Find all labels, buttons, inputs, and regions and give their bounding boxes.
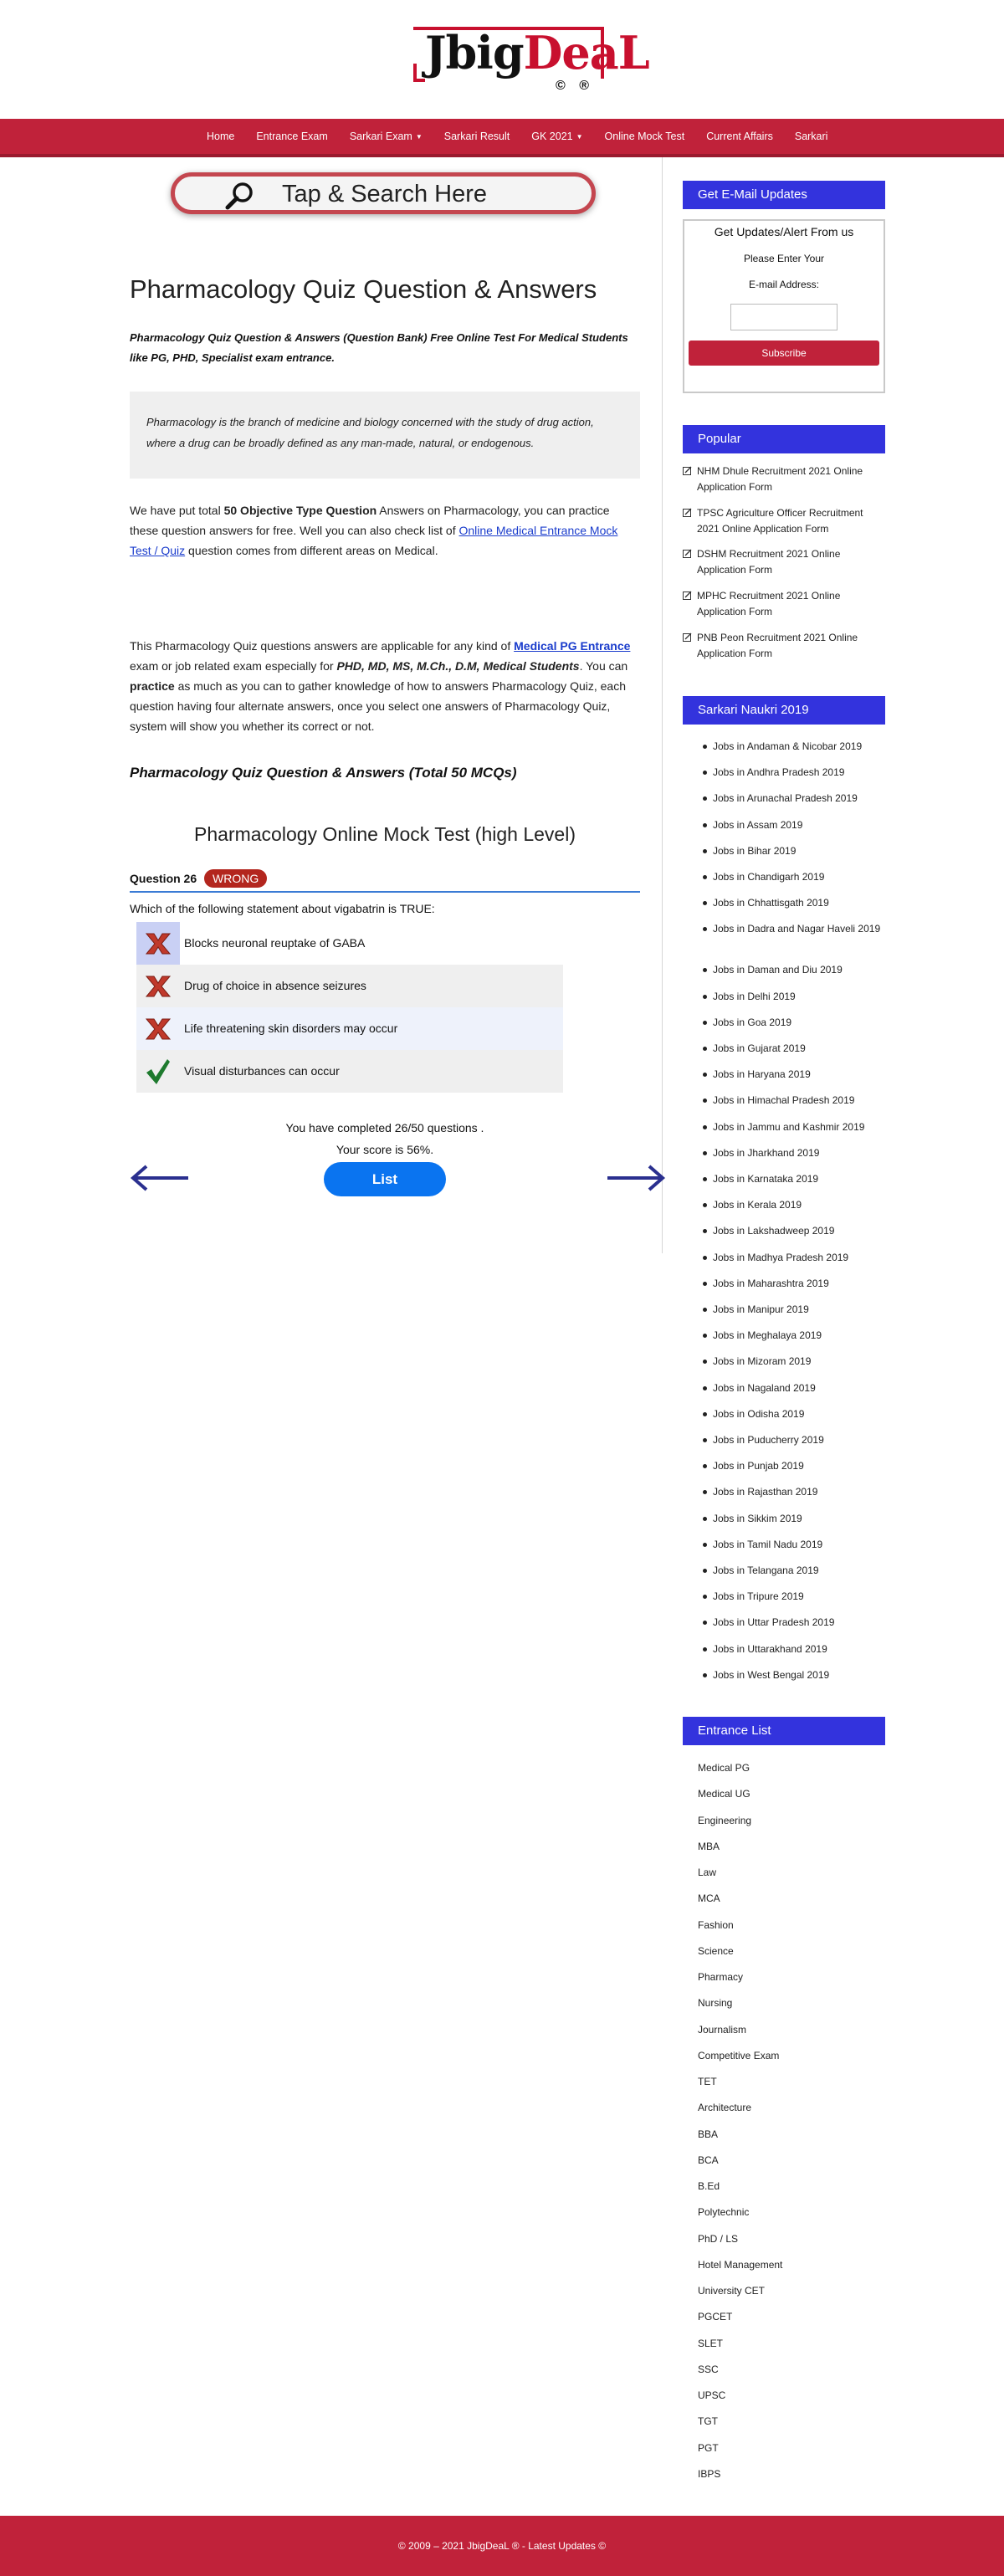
sarkari-naukri-item-label: Jobs in Andaman & Nicobar 2019 [713,740,863,752]
popular-item-label: PNB Peon Recruitment 2021 Online Application Form [697,632,858,659]
bullet-icon [703,1308,707,1312]
nav-item-label: Online Mock Test [604,131,685,142]
entrance-list-item[interactable]: SSC [698,2363,719,2375]
edit-icon [683,466,692,475]
popular-item[interactable] [683,463,885,495]
entrance-list-item[interactable]: Journalism [698,2023,747,2036]
checkmark-icon [136,1050,180,1093]
wrong-icon [136,1007,180,1050]
bullet-icon [703,968,707,972]
answer-status-badge: WRONG [204,869,267,888]
nav-item-gk-2021[interactable] [531,131,582,142]
sarkari-naukri-item-label: Jobs in Arunachal Pradesh 2019 [713,792,858,805]
sarkari-naukri-item[interactable] [689,1067,890,1083]
nav-item-label: Home [207,131,235,142]
entrance-list-item[interactable]: TET [698,2076,717,2087]
sarkari-naukri-item[interactable] [689,1458,890,1474]
sarkari-naukri-item[interactable] [689,1276,890,1292]
entrance-list-item[interactable]: SLET [698,2337,724,2349]
sarkari-naukri-item[interactable] [689,1537,890,1553]
entrance-list-heading: Entrance List [683,1717,885,1745]
option-label: Drug of choice in absence seizures [184,979,366,992]
bullet-icon [703,1490,707,1494]
bullet-icon [703,1021,707,1025]
nav-item-label: Sarkari Exam [349,131,412,142]
sarkari-naukri-item-label: Jobs in Himachal Pradesh 2019 [713,1094,855,1107]
sarkari-naukri-item-label: Jobs in Rajasthan 2019 [713,1486,818,1498]
nav-item-sarkari[interactable] [795,131,828,142]
sarkari-naukri-item-label: Jobs in Odisha 2019 [713,1407,805,1420]
edit-icon [683,508,692,517]
bullet-icon [703,823,707,827]
sarkari-naukri-item[interactable] [689,1015,890,1031]
popular-item[interactable] [683,546,885,578]
medical-pg-link[interactable]: Medical PG Entrance [514,639,631,653]
logo-frame-corner [413,64,425,82]
sarkari-naukri-item-label: Jobs in Jammu and Kashmir 2019 [713,1120,865,1133]
progress-text: You have completed 26/50 questions . [285,1121,484,1134]
nav-item-label: Current Affairs [706,131,773,142]
entrance-list-item[interactable]: UPSC [698,2389,726,2401]
entrance-list-item[interactable]: MCA [698,1892,720,1905]
sarkari-naukri-item-label: Jobs in Chandigarh 2019 [713,871,825,883]
entrance-list-item[interactable]: Medical UG [698,1788,750,1800]
sarkari-naukri-item[interactable] [689,1563,890,1579]
edit-icon [683,549,692,558]
question-number: Question 26 [130,872,197,885]
popular-item-label: NHM Dhule Recruitment 2021 Online Application Form [697,465,863,493]
sarkari-naukri-item[interactable] [689,1511,890,1527]
popular-heading: Popular [683,425,885,453]
sarkari-naukri-item[interactable] [689,791,890,807]
mock-test-link[interactable]: Online Medical Entrance Mock Test / Quiz [130,524,618,557]
sarkari-naukri-item-label: Jobs in Puducherry 2019 [713,1434,824,1446]
sarkari-naukri-item-label: Jobs in Uttarakhand 2019 [713,1642,827,1655]
sarkari-naukri-item-label: Jobs in Delhi 2019 [713,990,796,1002]
sarkari-naukri-item[interactable] [689,962,890,978]
option-label: Visual disturbances can occur [184,1064,340,1078]
sarkari-naukri-item-label: Jobs in Manipur 2019 [713,1303,809,1315]
site-header [0,0,1004,119]
sarkari-naukri-item[interactable] [689,1328,890,1344]
sarkari-naukri-item[interactable] [689,1171,890,1187]
search-label: Tap & Search Here [282,181,488,207]
sarkari-naukri-item-label: Jobs in Punjab 2019 [713,1460,804,1472]
entrance-list-item[interactable]: Pharmacy [698,1971,744,1983]
site-footer: © 2009 – 2021 JbigDeaL ® - Latest Updates © [0,2516,1004,2576]
entrance-list-item[interactable]: Polytechnic [698,2206,750,2219]
sarkari-naukri-item-label: Jobs in Daman and Diu 2019 [713,964,843,976]
list-button[interactable]: List [324,1162,446,1196]
entrance-list-item[interactable]: BBA [698,2128,719,2140]
email-box-line-2: E-mail Address: [748,279,820,290]
bullet-icon [703,1256,707,1260]
sarkari-naukri-item-label: Jobs in Lakshadweep 2019 [713,1225,835,1237]
bullet-icon [703,1543,707,1547]
bullet-icon [703,1047,707,1051]
sarkari-naukri-item-label: Jobs in Uttar Pradesh 2019 [713,1616,835,1629]
bullet-icon [703,1673,707,1677]
logo-text: JbigDeaL [425,26,649,79]
caret-down-icon: ▼ [576,133,583,141]
bullet-icon [703,745,707,749]
nav-item-sarkari-result[interactable] [444,131,510,142]
description-paragraph-2: This Pharmacology Quiz questions answers are applicable for any kind of Medical PG Entrance exam or job related exam especially for PHD, MD, MS, M.Ch., D.M, Medical Students. You can practice as much as you can to gather knowledge of how to answers Pharmacology Quiz, each question having four alternate answers, once you select one answers of Pharmacology Quiz, system will show you whether its correct or not. [130,639,631,733]
email-subscribe-box [683,219,885,393]
sarkari-naukri-item[interactable] [689,843,890,859]
bullet-icon [703,796,707,801]
sarkari-naukri-item-label: Jobs in Bihar 2019 [713,844,797,857]
nav-item-entrance-exam[interactable] [256,131,327,142]
popular-item[interactable] [683,505,885,537]
bullet-icon [703,901,707,905]
main-navbar [0,119,1004,157]
entrance-list-item[interactable]: PGT [698,2441,719,2454]
bullet-icon [703,1203,707,1207]
sarkari-naukri-item[interactable] [689,1041,890,1057]
entrance-list-item[interactable]: Science [698,1944,734,1957]
sarkari-naukri-heading: Sarkari Naukri 2019 [683,696,885,725]
sarkari-naukri-item[interactable] [689,1093,890,1109]
section-heading: Pharmacology Quiz Question & Answers (Total 50 MCQs) [130,765,517,781]
entrance-list-item[interactable]: Law [698,1867,717,1878]
edit-icon [683,591,692,600]
previous-arrow-icon[interactable] [130,1165,190,1191]
sarkari-naukri-item-label: Jobs in Meghalaya 2019 [713,1329,822,1342]
wrong-icon [136,965,180,1007]
popular-item-label: TPSC Agriculture Officer Recruitment 2021 Online Application Form [697,507,863,535]
sarkari-naukri-item-label: Jobs in Jharkhand 2019 [713,1146,820,1159]
bullet-icon [703,1125,707,1129]
bullet-icon [703,1151,707,1155]
sarkari-naukri-item-label: Jobs in Tripure 2019 [713,1590,804,1603]
caret-down-icon: ▼ [415,133,423,141]
entrance-list-item[interactable]: Medical PG [698,1762,750,1774]
bullet-icon [703,875,707,879]
entrance-list-item[interactable]: MBA [698,1840,720,1852]
entrance-list-item[interactable]: Engineering [698,1814,752,1826]
popular-item[interactable] [683,630,885,662]
answer-option-1[interactable] [136,922,563,965]
quiz-title: Pharmacology Online Mock Test (high Level) [194,823,576,845]
sarkari-naukri-item[interactable] [689,1380,890,1396]
option-label: Life threatening skin disorders may occur [184,1022,398,1035]
entrance-list-item[interactable]: IBPS [698,2467,721,2480]
bullet-icon [703,1517,707,1521]
sarkari-naukri-item[interactable] [689,1589,890,1605]
sarkari-naukri-item[interactable] [689,921,890,937]
email-box-line-1: Please Enter Your [743,253,825,264]
nav-item-online-mock-test[interactable] [605,131,685,142]
sarkari-naukri-item-label: Jobs in Sikkim 2019 [713,1512,802,1524]
bullet-icon [703,1177,707,1181]
subscribe-button[interactable]: Subscribe [689,341,879,366]
sarkari-naukri-item[interactable] [689,869,890,885]
sarkari-naukri-item-label: Jobs in Kerala 2019 [713,1199,802,1211]
search-icon [225,181,255,211]
nav-item-current-affairs[interactable] [706,131,773,142]
sarkari-naukri-item[interactable] [689,739,890,755]
edit-icon [683,632,692,642]
bullet-icon [703,1647,707,1652]
bullet-icon [703,1438,707,1442]
sarkari-naukri-item[interactable] [689,1145,890,1161]
nav-item-label: GK 2021 [531,131,573,142]
sarkari-naukri-item[interactable] [689,1667,890,1683]
sarkari-naukri-item[interactable] [689,1119,890,1135]
entrance-list-item[interactable]: BCA [698,2153,719,2166]
sarkari-naukri-item-label: Jobs in Madhya Pradesh 2019 [713,1251,849,1263]
bullet-icon [703,1334,707,1338]
bullet-icon [703,1386,707,1390]
sarkari-naukri-item-label: Jobs in Gujarat 2019 [713,1042,806,1054]
question-header [130,868,640,893]
sarkari-naukri-item-label: Jobs in Chhattisgath 2019 [713,897,829,909]
sarkari-naukri-item[interactable] [689,1432,890,1448]
answer-option-4[interactable] [136,1050,563,1093]
sarkari-naukri-item[interactable] [689,1354,890,1370]
question-text: Which of the following statement about vigabatrin is TRUE: [130,902,435,915]
nav-item-label: Sarkari Result [443,131,510,142]
definition-quote: Pharmacology is the branch of medicine and biology concerned with the study of drug action, where a drug can be broadly defined as any man-made, natural, or endogenous. [130,392,640,479]
bullet-icon [703,1621,707,1625]
entrance-list-item[interactable]: TGT [698,2415,718,2428]
bullet-icon [703,1595,707,1599]
bullet-icon [703,995,707,999]
entrance-list-item[interactable]: PGCET [698,2311,733,2323]
bullet-icon [703,1569,707,1573]
entrance-list-item[interactable]: Nursing [698,1997,733,2010]
bullet-icon [703,927,707,931]
logo-marks: © ® [556,79,595,93]
sarkari-naukri-item-label: Jobs in Assam 2019 [713,818,803,831]
email-updates-heading: Get E-Mail Updates [683,181,885,209]
popular-item[interactable] [683,588,885,620]
option-label: Blocks neuronal reuptake of GABA [184,936,366,950]
entrance-list-item[interactable]: Competitive Exam [698,2049,780,2061]
page-title: Pharmacology Quiz Question & Answers [130,274,597,304]
next-arrow-icon[interactable] [606,1165,666,1191]
sarkari-naukri-item[interactable] [689,1406,890,1422]
entrance-list-item[interactable]: B.Ed [698,2180,720,2192]
site-logo[interactable] [413,22,649,97]
sarkari-naukri-item-label: Jobs in Nagaland 2019 [713,1381,816,1394]
entrance-list-item[interactable]: University CET [698,2285,766,2297]
nav-item-home[interactable] [207,131,234,142]
sarkari-naukri-item-label: Jobs in Haryana 2019 [713,1068,811,1081]
sarkari-naukri-item[interactable] [689,895,890,911]
intro-text: Pharmacology Quiz Question & Answers (Question Bank) Free Online Test For Medical Students like PG, PHD, Specialist exam entrance. [130,331,628,364]
sarkari-naukri-item-label: Jobs in Karnataka 2019 [713,1173,819,1185]
email-box-title: Get Updates/Alert From us [714,225,854,238]
sarkari-naukri-item[interactable] [689,1615,890,1631]
sarkari-naukri-item[interactable] [689,1250,890,1266]
entrance-list-item[interactable]: Hotel Management [698,2258,783,2271]
sarkari-naukri-item[interactable] [689,1302,890,1318]
sarkari-naukri-item-label: Jobs in Telangana 2019 [713,1565,819,1576]
bullet-icon [703,1282,707,1286]
bullet-icon [703,1099,707,1103]
sarkari-naukri-item-label: Jobs in Mizoram 2019 [713,1355,812,1368]
bullet-icon [703,1464,707,1468]
nav-item-sarkari-exam[interactable] [350,131,423,142]
sarkari-naukri-item-label: Jobs in Andhra Pradesh 2019 [713,766,845,779]
bullet-icon [703,1360,707,1364]
bullet-icon [703,1412,707,1416]
sarkari-naukri-item[interactable] [689,817,890,833]
entrance-list-item[interactable]: PhD / LS [698,2232,739,2245]
entrance-list-item[interactable]: Architecture [698,2102,752,2114]
popular-item-label: DSHM Recruitment 2021 Online Application Form [697,548,841,576]
bullet-icon [703,771,707,775]
description-paragraph-1: We have put total 50 Objective Type Question Answers on Pharmacology, you can practice these question answers for free. Well you can also check list of Online Medical Entrance Mock Test / Quiz question comes from different areas on Medical. [130,504,618,557]
bullet-icon [703,1073,707,1077]
sarkari-naukri-item-label: Jobs in Dadra and Nagar Haveli 2019 [713,923,881,935]
sarkari-naukri-item-label: Jobs in Tamil Nadu 2019 [713,1538,823,1550]
answer-option-2[interactable] [136,965,563,1007]
score-text: Your score is 56%. [336,1143,434,1156]
sarkari-naukri-item[interactable] [689,1223,890,1239]
email-input[interactable] [730,304,838,330]
sarkari-naukri-item-label: Jobs in Maharashtra 2019 [713,1277,829,1289]
nav-menu [207,119,849,154]
wrong-icon [136,922,180,965]
sarkari-naukri-item[interactable] [689,989,890,1005]
sarkari-naukri-item[interactable] [689,1197,890,1213]
nav-item-label: Entrance Exam [256,131,328,142]
answer-option-3[interactable] [136,1007,563,1050]
bullet-icon [703,849,707,853]
nav-item-label: Sarkari [794,131,828,142]
sarkari-naukri-item-label: Jobs in West Bengal 2019 [713,1668,830,1681]
sarkari-naukri-item-label: Jobs in Goa 2019 [713,1016,792,1028]
sarkari-naukri-item[interactable] [689,765,890,781]
search-bar[interactable] [171,172,596,214]
entrance-list-item[interactable]: Fashion [698,1918,734,1931]
column-divider [662,157,663,1253]
sarkari-naukri-item[interactable] [689,1484,890,1500]
sarkari-naukri-item[interactable] [689,1641,890,1657]
popular-item-label: MPHC Recruitment 2021 Online Application Form [697,590,841,617]
quiz-progress [130,1117,640,1160]
bullet-icon [703,1229,707,1233]
